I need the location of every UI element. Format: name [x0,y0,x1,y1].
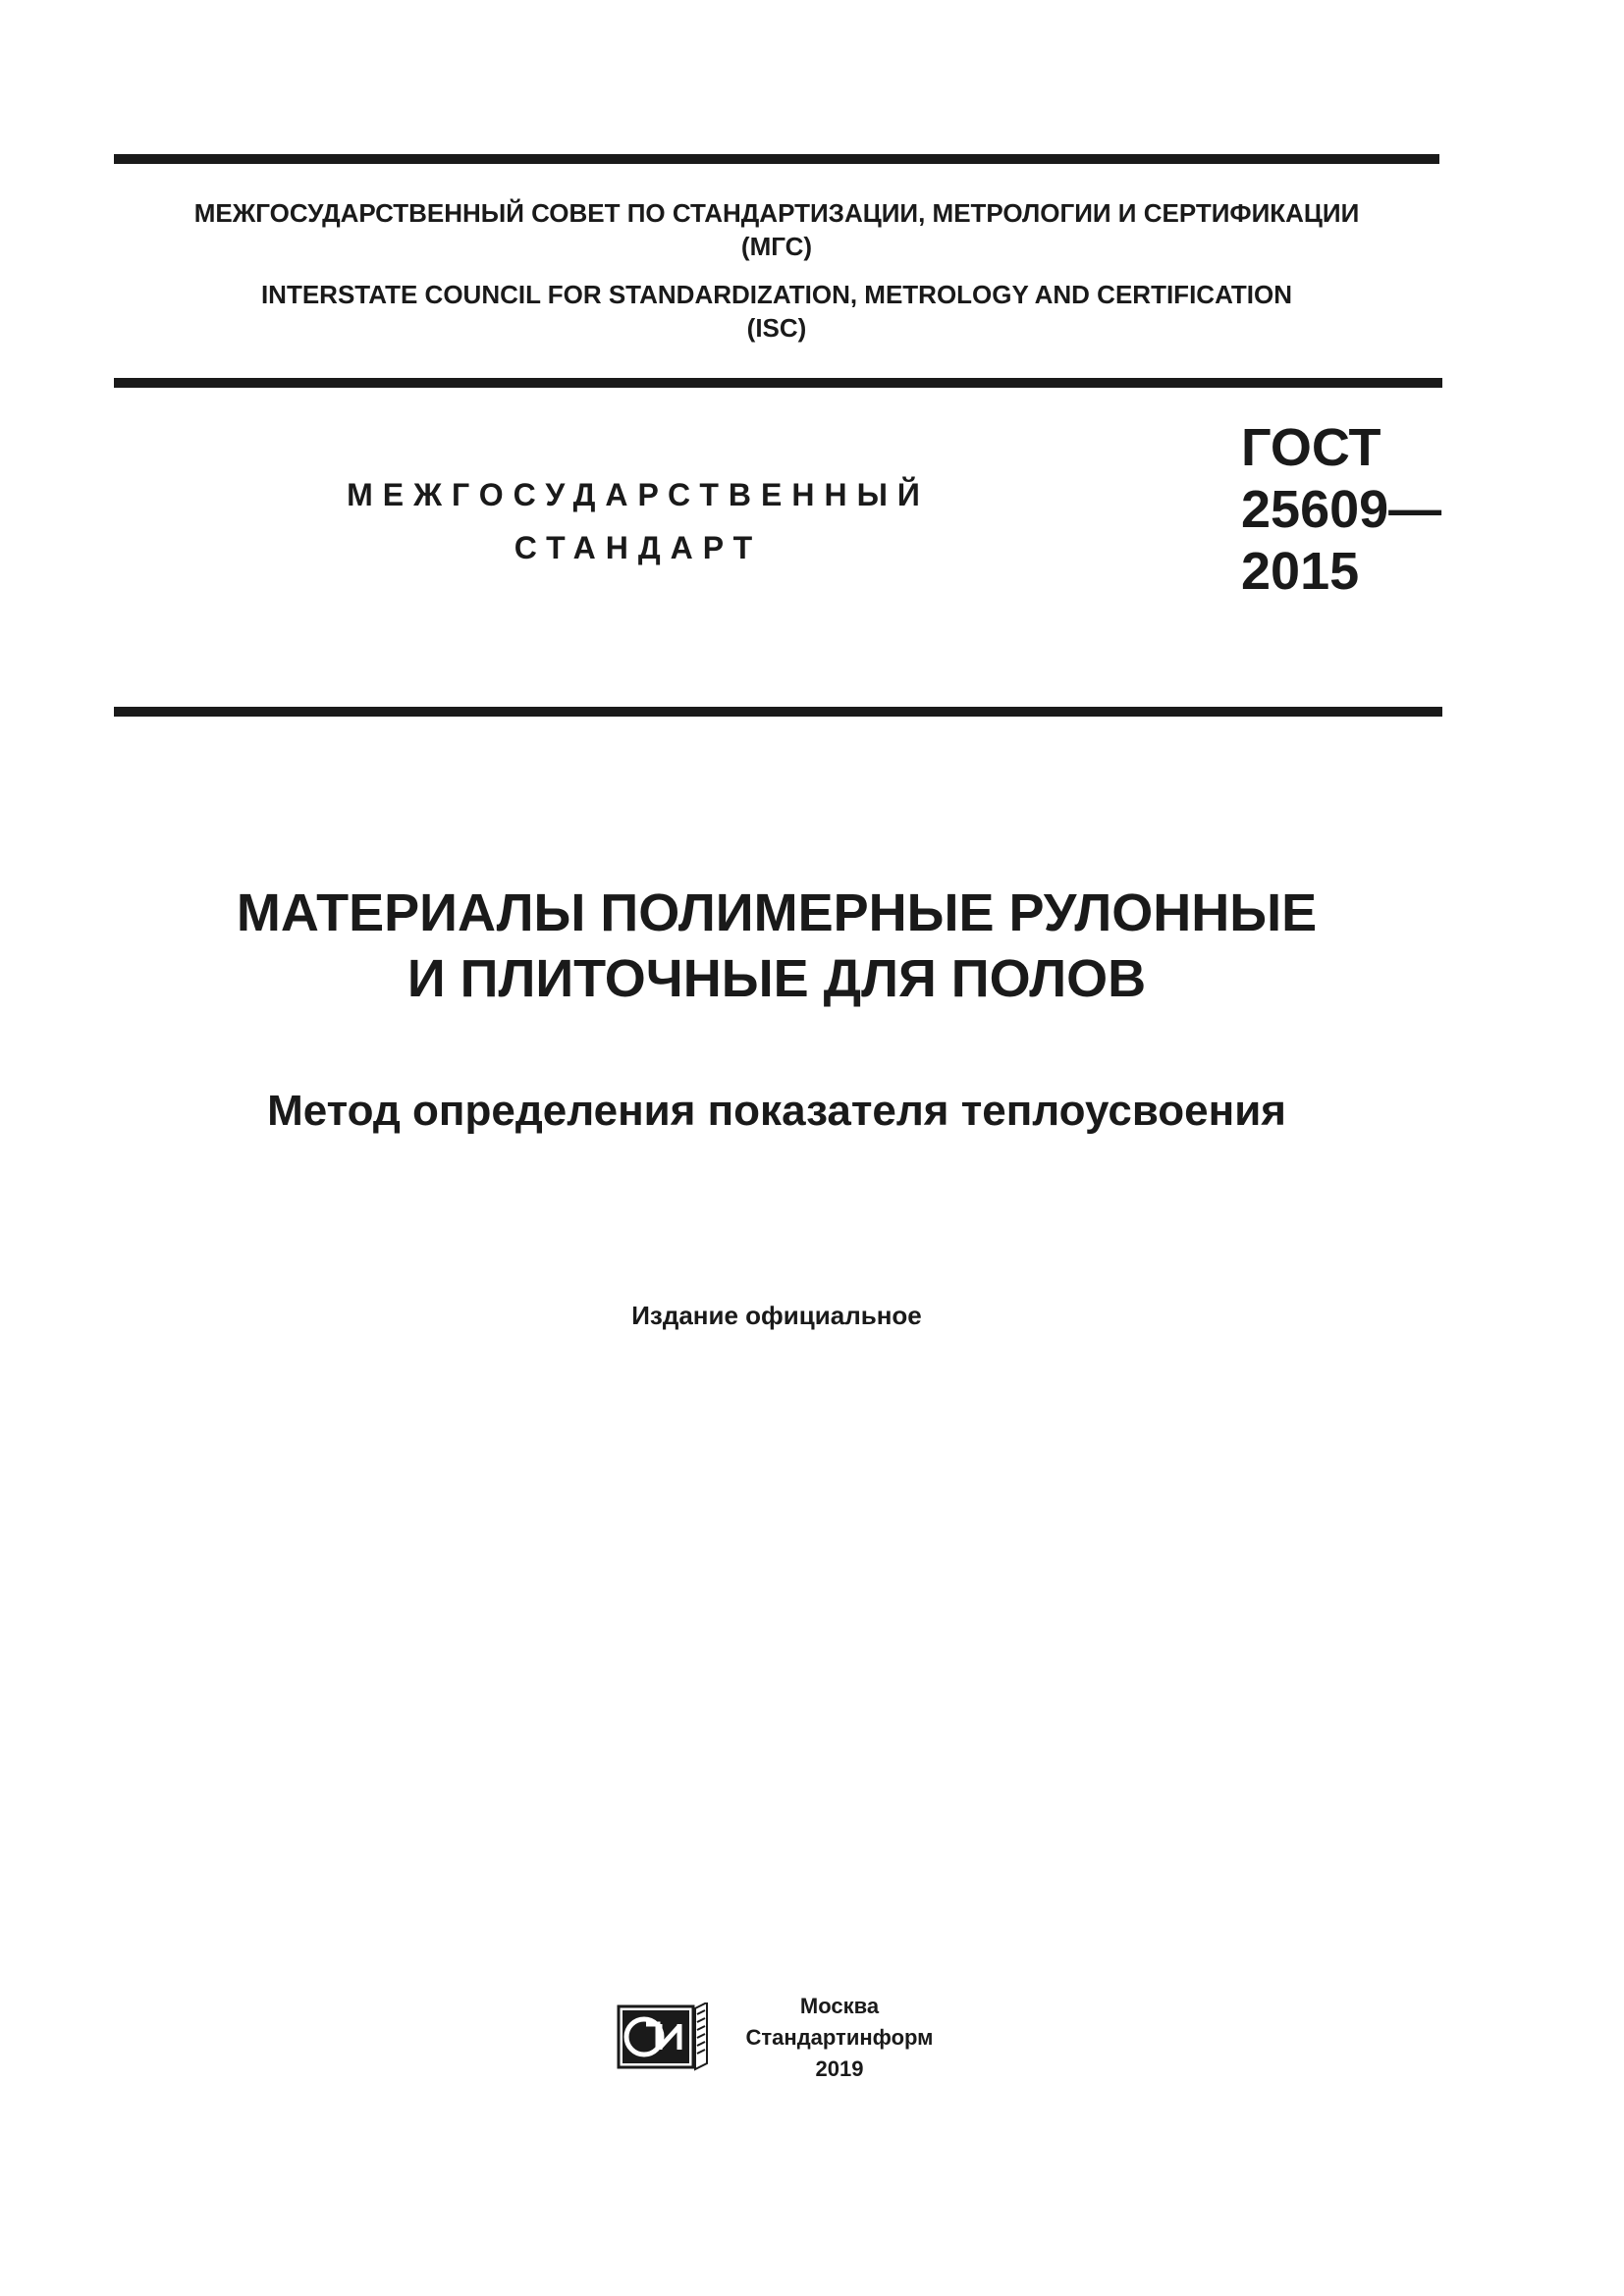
publisher-city: Москва [799,1994,880,2018]
council-name-ru [114,196,1439,263]
document-subtitle: Метод определения показателя теплоусвоения [267,1087,1286,1135]
standard-kind [295,468,982,574]
designation-year: 2015 [1241,542,1360,601]
council-en-name: INTERSTATE COUNCIL FOR STANDARDIZATION, METROLOGY AND CERTIFICATION [260,280,1293,309]
publisher-name: Стандартинформ [745,2025,934,2050]
publisher-year: 2019 [815,2056,864,2081]
council-ru-name: МЕЖГОСУДАРСТВЕННЫЙ СОВЕТ ПО СТАНДАРТИЗАЦИИ, МЕТРОЛОГИИ И СЕРТИФИКАЦИИ [193,198,1360,228]
edition-label: Издание официальное [631,1301,922,1330]
bottom-rule [114,707,1442,717]
council-en-abbr: (ISC) [746,313,807,343]
designation-number: 25609— [1241,480,1442,539]
standard-kind-line1: МЕЖГОСУДАРСТВЕННЫЙ [347,477,930,512]
middle-rule [114,378,1442,388]
council-ru-abbr: (МГС) [740,232,813,261]
title-line2: И ПЛИТОЧНЫЕ ДЛЯ ПОЛОВ [406,949,1147,1008]
document-title [114,881,1439,1012]
publisher-info [717,1991,962,2085]
designation-prefix: ГОСТ [1241,418,1381,477]
standartinform-logo-icon [617,2002,711,2071]
standard-kind-line2: СТАНДАРТ [514,530,763,565]
top-rule [114,154,1439,164]
council-name-en [114,278,1439,345]
standard-designation [1241,417,1441,603]
title-line1: МАТЕРИАЛЫ ПОЛИМЕРНЫЕ РУЛОННЫЕ [236,883,1318,942]
